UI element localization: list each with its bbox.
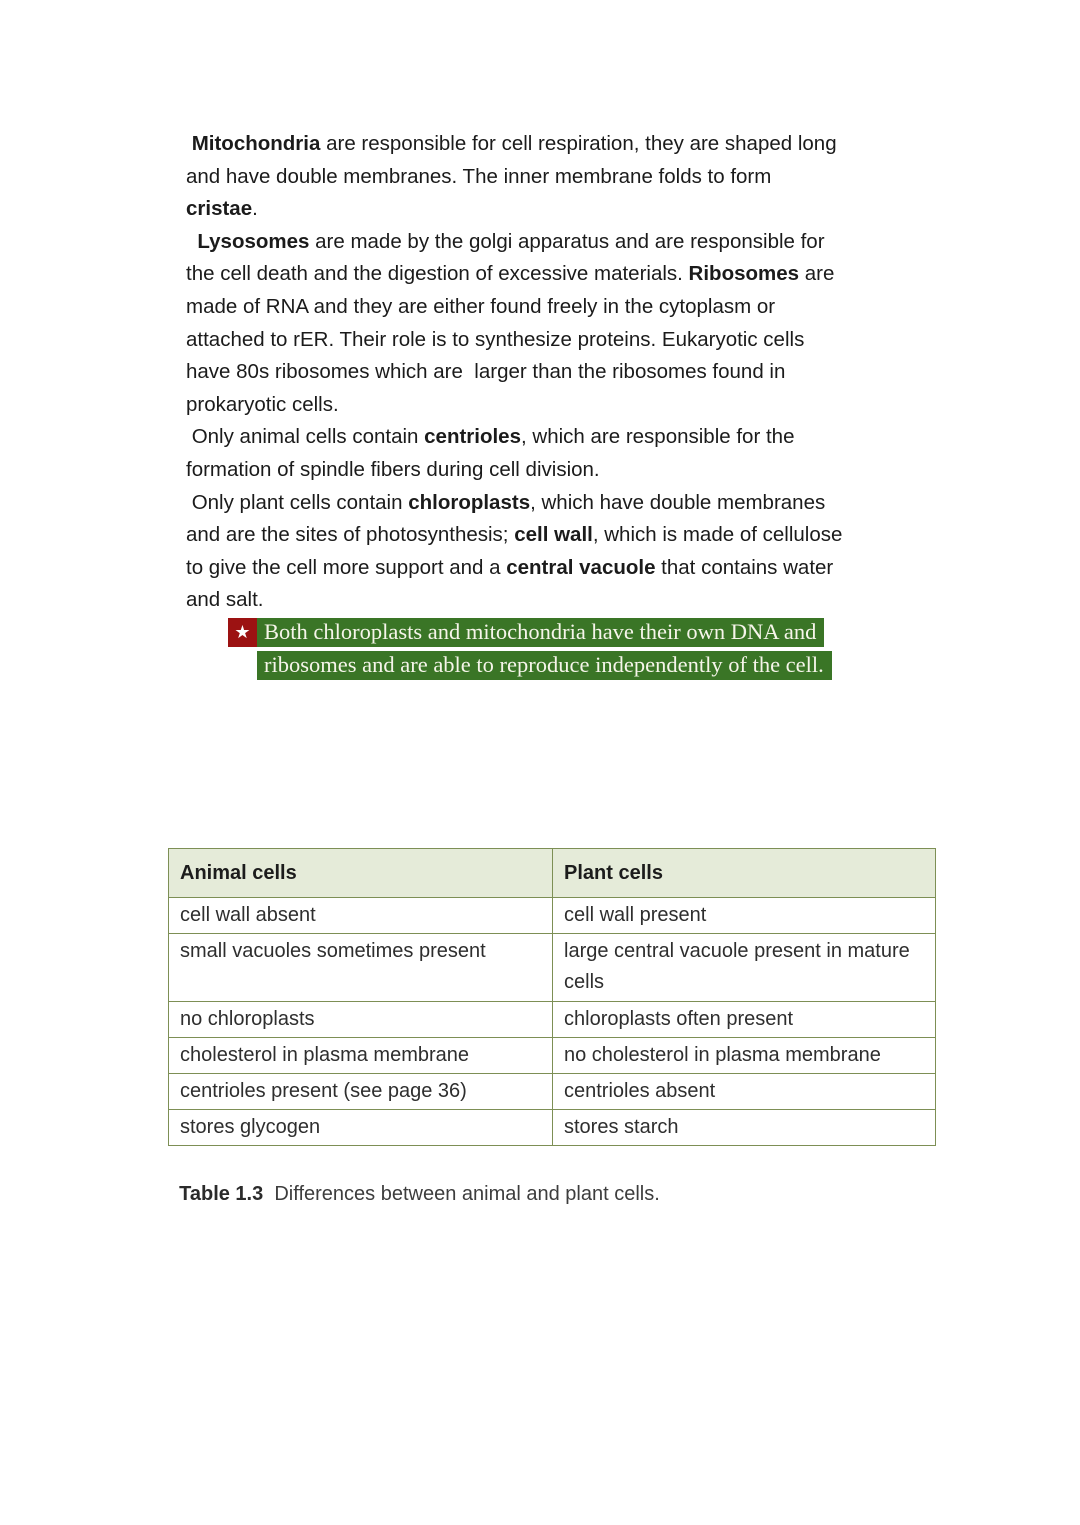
text-run: Only animal cells contain [186,425,425,449]
text-run: that contains water [655,555,834,579]
table-row [169,898,936,934]
plant-cell-value: no cholesterol in plasma membrane [553,1038,936,1074]
animal-cell-value: cell wall absent [169,898,553,934]
text-run: are responsible for cell respiration, they are shaped long [320,132,837,155]
highlighted-text: ribosomes and are able to reproduce independently of the cell. [257,651,832,680]
column-header-plant-cells: Plant cells [553,849,936,898]
text-run: and have double membranes. The inner membrane folds to form [186,164,772,188]
column-header-animal-cells: Animal cells [169,849,553,898]
plant-cell-value: chloroplasts often present [553,1002,936,1038]
text-line [186,356,996,389]
text-run: are made by the golgi apparatus and are responsible for [309,229,825,253]
text-run: are [799,262,835,286]
notes-text-block [186,128,996,617]
star-icon: ★ [228,618,257,647]
animal-cell-value: stores glycogen [169,1110,553,1146]
plant-cell-value: stores starch [553,1110,936,1146]
table-caption-label: Table 1.3 [179,1183,264,1205]
bold-term: chloroplasts [408,490,531,514]
animal-cell-value: centrioles present (see page 36) [169,1074,553,1110]
highlighted-text: Both chloroplasts and mitochondria have their own DNA and [257,618,824,647]
text-run: formation of spindle fibers during cell division. [186,457,600,481]
text-line [186,421,996,454]
table-row [169,934,936,1002]
text-line [186,324,996,357]
text-line [186,519,996,552]
table-caption [168,1160,660,1206]
text-line [186,128,996,161]
table-row [169,1002,936,1038]
callout-line [257,651,832,680]
callout-line [228,618,832,647]
table-caption-text: Differences between animal and plant cells. [263,1183,660,1205]
bold-term: cristae [186,197,253,221]
text-run: attached to rER. Their role is to synthesize proteins. Eukaryotic cells [186,327,805,351]
table-row [169,1110,936,1146]
text-line [186,584,996,617]
text-run: the cell death and the digestion of excessive materials. [186,262,689,286]
table-row [169,1038,936,1074]
key-fact-callout [228,618,832,680]
text-run: and are the sites of photosynthesis; [186,523,515,547]
bold-term: Mitochondria [186,132,321,155]
text-run: , which have double membranes [530,490,826,514]
text-line [186,193,996,226]
animal-cell-value: cholesterol in plasma membrane [169,1038,553,1074]
text-run: have 80s ribosomes which are larger than the ribosomes found in [186,360,786,384]
animal-cell-value: no chloroplasts [169,1002,553,1038]
comparison-table [168,848,936,1146]
text-line [186,552,996,585]
table-header-row [169,849,936,898]
table-row [169,1074,936,1110]
text-line [186,487,996,520]
text-run: to give the cell more support and a [186,555,507,579]
text-run: and salt. [186,588,264,612]
text-run: Only plant cells contain [186,490,409,514]
text-run: , which are responsible for the [521,425,795,449]
text-line [186,161,996,194]
text-line [186,389,996,422]
bold-term: Ribosomes [688,262,800,286]
plant-cell-value: cell wall present [553,898,936,934]
text-run: prokaryotic cells. [186,392,339,416]
text-line [186,226,996,259]
plant-cell-value: centrioles absent [553,1074,936,1110]
bold-term: cell wall [514,523,593,547]
text-run: made of RNA and they are either found freely in the cytoplasm or [186,294,776,318]
text-run: , which is made of cellulose [592,523,843,547]
animal-cell-value: small vacuoles sometimes present [169,934,553,1002]
bold-term: Lysosomes [186,229,310,253]
text-line [186,258,996,291]
text-run: . [252,197,258,221]
plant-cell-value: large central vacuole present in mature cells [553,934,936,1002]
text-line [186,291,996,324]
bold-term: centrioles [424,425,521,449]
bold-term: central vacuole [506,555,656,579]
text-line [186,454,996,487]
